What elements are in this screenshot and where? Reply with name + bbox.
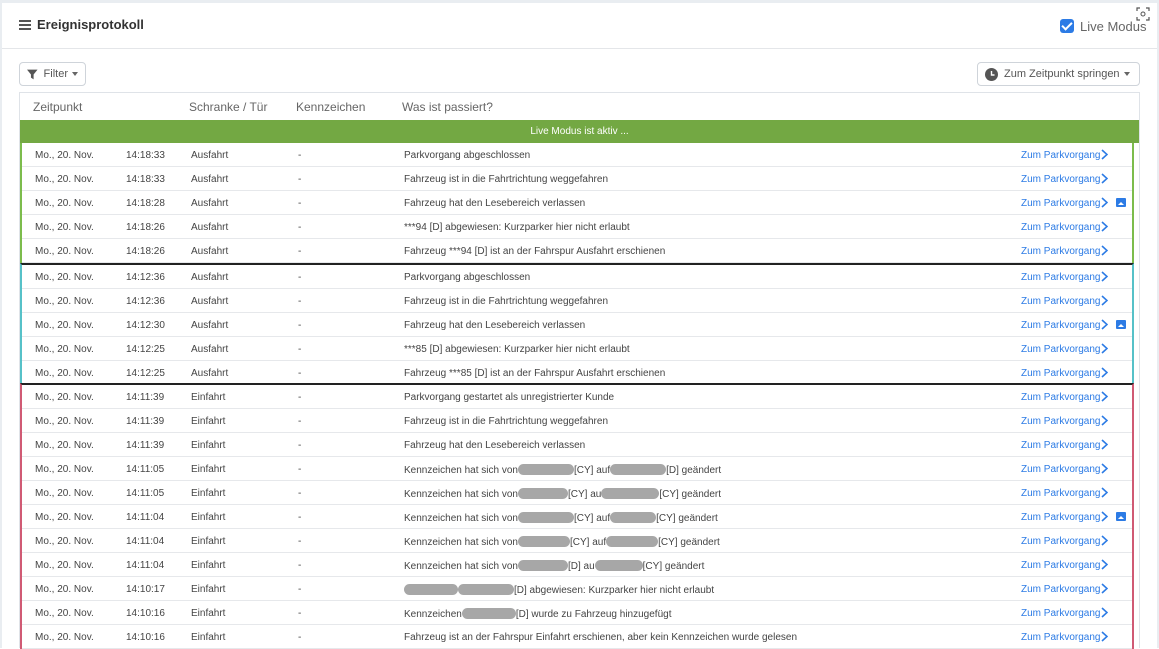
chevron-right-icon[interactable] xyxy=(1101,511,1108,522)
event-message-part: [CY] geändert xyxy=(658,537,720,548)
event-plate: - xyxy=(298,488,302,499)
event-gate: Ausfahrt xyxy=(191,296,229,307)
event-message xyxy=(404,608,671,620)
parking-session-link[interactable]: Zum Parkvorgang xyxy=(1021,222,1101,233)
event-message-part: [CY] geändert xyxy=(642,561,705,572)
event-time: 14:10:16 xyxy=(126,608,165,619)
filter-label: Filter xyxy=(43,68,68,80)
parking-session-link[interactable]: Zum Parkvorgang xyxy=(1021,150,1101,161)
event-message-part: [CY] auf xyxy=(573,465,611,476)
parking-session-link[interactable]: Zum Parkvorgang xyxy=(1021,632,1101,643)
event-message-part: [CY] au xyxy=(567,489,602,500)
redacted-plate xyxy=(518,536,570,547)
event-plate: - xyxy=(298,536,302,547)
event-plate: - xyxy=(298,440,302,451)
parking-session-link[interactable]: Zum Parkvorgang xyxy=(1021,440,1101,451)
event-gate: Einfahrt xyxy=(191,632,226,643)
event-gate: Einfahrt xyxy=(191,560,226,571)
event-time: 14:12:30 xyxy=(126,320,165,331)
redacted-plate xyxy=(462,608,516,619)
event-date: Mo., 20. Nov. xyxy=(35,174,94,185)
event-plate: - xyxy=(298,296,302,307)
event-message-part: [CY] geändert xyxy=(659,489,722,500)
parking-session-link[interactable]: Zum Parkvorgang xyxy=(1021,246,1101,257)
event-message-part: [D] wurde zu Fahrzeug hinzugefügt xyxy=(515,609,672,620)
event-plate: - xyxy=(298,198,302,209)
table-row xyxy=(22,625,1132,649)
column-header-gate[interactable]: Schranke / Tür xyxy=(189,100,268,114)
event-gate: Einfahrt xyxy=(191,416,226,427)
event-time: 14:11:04 xyxy=(126,560,165,571)
chevron-right-icon[interactable] xyxy=(1101,487,1108,498)
event-message-part: [CY] auf xyxy=(573,513,611,524)
event-date: Mo., 20. Nov. xyxy=(35,246,94,257)
event-date: Mo., 20. Nov. xyxy=(35,560,94,571)
chevron-right-icon[interactable] xyxy=(1101,295,1108,306)
chevron-right-icon[interactable] xyxy=(1101,583,1108,594)
event-date: Mo., 20. Nov. xyxy=(35,272,94,283)
table-row xyxy=(22,361,1132,385)
event-date: Mo., 20. Nov. xyxy=(35,584,94,595)
table-row xyxy=(22,529,1132,553)
chevron-right-icon[interactable] xyxy=(1101,415,1108,426)
event-message xyxy=(404,512,718,524)
event-gate: Ausfahrt xyxy=(191,320,229,331)
event-message-part: Kennzeichen hat sich von xyxy=(404,465,518,476)
image-icon[interactable] xyxy=(1116,198,1126,207)
event-message-part: [D] au xyxy=(567,561,595,572)
parking-session-link[interactable]: Zum Parkvorgang xyxy=(1021,174,1101,185)
event-time: 14:11:05 xyxy=(126,488,165,499)
event-plate: - xyxy=(298,608,302,619)
event-plate: - xyxy=(298,392,302,403)
event-plate: - xyxy=(298,246,302,257)
column-header-plate[interactable]: Kennzeichen xyxy=(296,100,366,114)
event-gate: Einfahrt xyxy=(191,392,226,403)
event-time: 14:18:28 xyxy=(126,198,165,209)
redacted-plate xyxy=(518,464,574,475)
event-gate: Einfahrt xyxy=(191,608,226,619)
chevron-right-icon[interactable] xyxy=(1101,439,1108,450)
table-row xyxy=(22,553,1132,577)
event-date: Mo., 20. Nov. xyxy=(35,536,94,547)
chevron-right-icon[interactable] xyxy=(1101,367,1108,378)
redacted-plate xyxy=(518,488,568,499)
parking-session-link[interactable]: Zum Parkvorgang xyxy=(1021,584,1101,595)
event-date: Mo., 20. Nov. xyxy=(35,368,94,379)
event-gate: Einfahrt xyxy=(191,488,226,499)
image-icon[interactable] xyxy=(1116,512,1126,521)
parking-session-link[interactable]: Zum Parkvorgang xyxy=(1021,512,1101,523)
live-mode-checkbox[interactable] xyxy=(1060,19,1074,33)
parking-session-link[interactable]: Zum Parkvorgang xyxy=(1021,368,1101,379)
event-plate: - xyxy=(298,320,302,331)
event-message-part: [D] geändert xyxy=(666,465,722,476)
event-date: Mo., 20. Nov. xyxy=(35,392,94,403)
event-plate: - xyxy=(298,512,302,523)
chevron-right-icon[interactable] xyxy=(1101,559,1108,570)
table-row xyxy=(22,313,1132,337)
event-message-part: Kennzeichen hat sich von xyxy=(404,489,518,500)
event-group xyxy=(20,383,1134,649)
live-mode-banner: Live Modus ist aktiv ... xyxy=(20,120,1139,143)
table-row xyxy=(22,505,1132,529)
event-group xyxy=(20,263,1134,385)
chevron-right-icon[interactable] xyxy=(1101,245,1108,256)
event-message xyxy=(404,560,704,572)
event-message-part: Kennzeichen xyxy=(404,609,462,620)
table-row xyxy=(22,239,1132,263)
caret-down-icon xyxy=(72,72,78,76)
event-date: Mo., 20. Nov. xyxy=(35,296,94,307)
event-date: Mo., 20. Nov. xyxy=(35,608,94,619)
chevron-right-icon[interactable] xyxy=(1101,271,1108,282)
table-row xyxy=(22,481,1132,505)
filter-icon xyxy=(27,69,38,80)
event-message-part: Kennzeichen hat sich von xyxy=(404,513,518,524)
redacted-plate xyxy=(610,464,666,475)
event-plate: - xyxy=(298,416,302,427)
event-gate: Einfahrt xyxy=(191,512,226,523)
event-message-part: [CY] auf xyxy=(569,537,607,548)
redacted-plate xyxy=(601,488,659,499)
event-message: Fahrzeug hat den Lesebereich verlassen xyxy=(404,320,586,331)
chevron-right-icon[interactable] xyxy=(1101,631,1108,642)
event-message xyxy=(404,536,720,548)
event-plate: - xyxy=(298,222,302,233)
redacted-plate xyxy=(458,584,514,595)
table-row xyxy=(22,457,1132,481)
event-message: Fahrzeug ist in die Fahrtrichtung weggefahren xyxy=(404,416,609,427)
parking-session-link[interactable]: Zum Parkvorgang xyxy=(1021,272,1101,283)
table-row xyxy=(22,167,1132,191)
event-time: 14:18:26 xyxy=(126,222,165,233)
table-row xyxy=(22,601,1132,625)
event-date: Mo., 20. Nov. xyxy=(35,512,94,523)
table-row xyxy=(22,409,1132,433)
event-date: Mo., 20. Nov. xyxy=(35,320,94,331)
event-message: ***94 [D] abgewiesen: Kurzparker hier nicht erlaubt xyxy=(404,222,630,233)
event-date: Mo., 20. Nov. xyxy=(35,416,94,427)
parking-session-link[interactable]: Zum Parkvorgang xyxy=(1021,198,1101,209)
event-group xyxy=(20,143,1134,263)
event-time: 14:10:17 xyxy=(126,584,165,595)
event-time: 14:12:36 xyxy=(126,272,165,283)
event-message: ***85 [D] abgewiesen: Kurzparker hier nicht erlaubt xyxy=(404,344,630,355)
jump-to-time-label: Zum Zeitpunkt springen xyxy=(1004,68,1120,80)
event-plate: - xyxy=(298,632,302,643)
chevron-right-icon[interactable] xyxy=(1101,173,1108,184)
event-plate: - xyxy=(298,344,302,355)
redacted-plate xyxy=(518,560,568,571)
redacted-plate xyxy=(595,560,643,571)
event-message: Fahrzeug ist in die Fahrtrichtung weggefahren xyxy=(404,296,609,307)
table-row xyxy=(22,385,1132,409)
jump-to-time-button[interactable] xyxy=(977,62,1140,86)
event-date: Mo., 20. Nov. xyxy=(35,632,94,643)
event-time: 14:12:25 xyxy=(126,368,165,379)
event-date: Mo., 20. Nov. xyxy=(35,440,94,451)
event-message xyxy=(404,464,721,476)
redacted-plate xyxy=(610,512,656,523)
chevron-right-icon[interactable] xyxy=(1101,149,1108,160)
parking-session-link[interactable]: Zum Parkvorgang xyxy=(1021,464,1101,475)
filter-button[interactable] xyxy=(19,62,86,86)
live-mode-toggle[interactable] xyxy=(1060,17,1146,35)
event-message-part: [D] abgewiesen: Kurzparker hier nicht erlaubt xyxy=(514,585,715,596)
event-plate: - xyxy=(298,560,302,571)
event-date: Mo., 20. Nov. xyxy=(35,344,94,355)
event-plate: - xyxy=(298,464,302,475)
fullscreen-icon[interactable] xyxy=(1136,7,1150,21)
event-table xyxy=(19,92,1140,648)
event-message xyxy=(404,488,721,500)
event-date: Mo., 20. Nov. xyxy=(35,464,94,475)
event-gate: Ausfahrt xyxy=(191,344,229,355)
event-gate: Einfahrt xyxy=(191,464,226,475)
event-time: 14:11:04 xyxy=(126,536,165,547)
chevron-right-icon[interactable] xyxy=(1101,221,1108,232)
event-message: Parkvorgang gestartet als unregistrierter Kunde xyxy=(404,392,615,403)
event-plate: - xyxy=(298,368,302,379)
parking-session-link[interactable]: Zum Parkvorgang xyxy=(1021,344,1101,355)
event-gate: Einfahrt xyxy=(191,440,226,451)
table-row xyxy=(22,143,1132,167)
event-date: Mo., 20. Nov. xyxy=(35,198,94,209)
parking-session-link[interactable]: Zum Parkvorgang xyxy=(1021,296,1101,307)
image-icon[interactable] xyxy=(1116,320,1126,329)
table-row xyxy=(22,337,1132,361)
event-date: Mo., 20. Nov. xyxy=(35,488,94,499)
parking-session-link[interactable]: Zum Parkvorgang xyxy=(1021,488,1101,499)
table-row xyxy=(22,215,1132,239)
event-gate: Einfahrt xyxy=(191,536,226,547)
event-gate: Ausfahrt xyxy=(191,368,229,379)
event-message-part: Kennzeichen hat sich von xyxy=(404,537,518,548)
event-gate: Ausfahrt xyxy=(191,174,229,185)
parking-session-link[interactable]: Zum Parkvorgang xyxy=(1021,416,1101,427)
event-plate: - xyxy=(298,272,302,283)
event-time: 14:11:39 xyxy=(126,416,165,427)
event-message: Fahrzeug ist an der Fahrspur Einfahrt erschienen, aber kein Kennzeichen wurde gelesen xyxy=(404,632,798,643)
event-message: Parkvorgang abgeschlossen xyxy=(404,272,531,283)
table-row xyxy=(22,577,1132,601)
event-message: Fahrzeug ***94 [D] ist an der Fahrspur Ausfahrt erschienen xyxy=(404,246,666,257)
event-time: 14:18:26 xyxy=(126,246,165,257)
column-header-what[interactable]: Was ist passiert? xyxy=(402,100,493,114)
chevron-right-icon[interactable] xyxy=(1101,535,1108,546)
event-message: Fahrzeug ist in die Fahrtrichtung weggefahren xyxy=(404,174,609,185)
event-date: Mo., 20. Nov. xyxy=(35,222,94,233)
event-message xyxy=(404,584,714,596)
event-time: 14:11:39 xyxy=(126,440,165,451)
event-message-part: [CY] geändert xyxy=(656,513,718,524)
menu-icon[interactable] xyxy=(19,20,31,30)
event-gate: Ausfahrt xyxy=(191,272,229,283)
chevron-right-icon[interactable] xyxy=(1101,197,1108,208)
chevron-right-icon[interactable] xyxy=(1101,319,1108,330)
page-title: Ereignisprotokoll xyxy=(37,17,144,32)
table-row xyxy=(22,191,1132,215)
event-time: 14:18:33 xyxy=(126,174,165,185)
live-mode-label: Live Modus xyxy=(1080,18,1147,34)
event-plate: - xyxy=(298,584,302,595)
chevron-right-icon[interactable] xyxy=(1101,463,1108,474)
chevron-right-icon[interactable] xyxy=(1101,391,1108,402)
table-row xyxy=(22,289,1132,313)
event-plate: - xyxy=(298,150,302,161)
redacted-plate xyxy=(404,584,458,595)
event-gate: Ausfahrt xyxy=(191,150,229,161)
table-header xyxy=(20,93,1139,120)
event-message-part: Kennzeichen hat sich von xyxy=(404,561,518,572)
parking-session-link[interactable]: Zum Parkvorgang xyxy=(1021,560,1101,571)
event-gate: Ausfahrt xyxy=(191,198,229,209)
event-time: 14:18:33 xyxy=(126,150,165,161)
table-row xyxy=(22,433,1132,457)
event-time: 14:11:04 xyxy=(126,512,165,523)
parking-session-link[interactable]: Zum Parkvorgang xyxy=(1021,320,1101,331)
event-plate: - xyxy=(298,174,302,185)
event-time: 14:11:05 xyxy=(126,464,165,475)
redacted-plate xyxy=(518,512,574,523)
event-gate: Ausfahrt xyxy=(191,222,229,233)
chevron-right-icon[interactable] xyxy=(1101,343,1108,354)
event-gate: Einfahrt xyxy=(191,584,226,595)
event-gate: Ausfahrt xyxy=(191,246,229,257)
event-message: Fahrzeug hat den Lesebereich verlassen xyxy=(404,198,586,209)
event-time: 14:12:36 xyxy=(126,296,165,307)
event-message: Fahrzeug hat den Lesebereich verlassen xyxy=(404,440,586,451)
event-time: 14:10:16 xyxy=(126,632,165,643)
event-date: Mo., 20. Nov. xyxy=(35,150,94,161)
top-bar xyxy=(2,3,1157,49)
parking-session-link[interactable]: Zum Parkvorgang xyxy=(1021,608,1101,619)
chevron-right-icon[interactable] xyxy=(1101,607,1108,618)
caret-down-icon xyxy=(1124,72,1130,76)
event-time: 14:12:25 xyxy=(126,344,165,355)
parking-session-link[interactable]: Zum Parkvorgang xyxy=(1021,392,1101,403)
event-time: 14:11:39 xyxy=(126,392,165,403)
event-message: Parkvorgang abgeschlossen xyxy=(404,150,531,161)
clock-icon xyxy=(985,68,998,81)
table-row xyxy=(22,265,1132,289)
redacted-plate xyxy=(606,536,658,547)
event-message: Fahrzeug ***85 [D] ist an der Fahrspur Ausfahrt erschienen xyxy=(404,368,666,379)
parking-session-link[interactable]: Zum Parkvorgang xyxy=(1021,536,1101,547)
column-header-time[interactable]: Zeitpunkt xyxy=(33,100,83,114)
